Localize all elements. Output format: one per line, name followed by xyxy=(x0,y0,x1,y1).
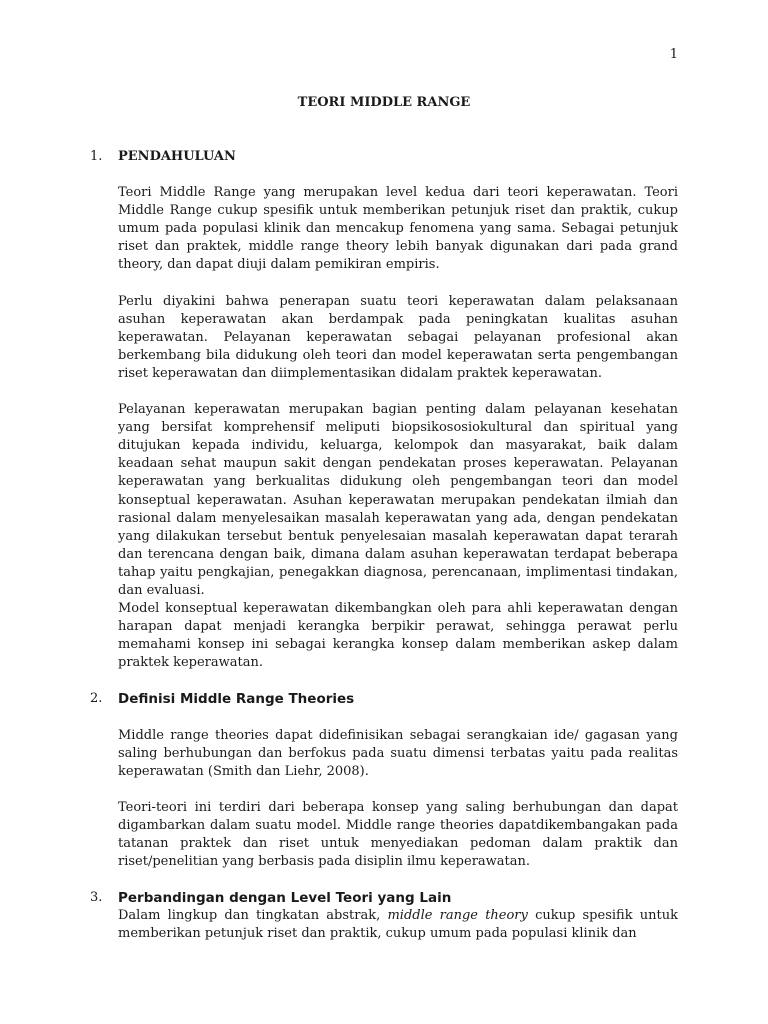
paragraph-1-1: Teori Middle Range yang merupakan level kedua dari teori keperawatan. Teori Middle Range cukup spesifik untuk memberikan petunjuk riset dan praktik, cukup umum pada populasi klinik dan mencakup fenomena yang sama. Sebagai petunjuk riset dan praktek, middle range theory lebih banyak digunakan dari pada grand theory, dan dapat diuji dalam pemikiran empiris. xyxy=(118,185,678,273)
section-title-3: Perbandingan dengan Level Teori yang Lain xyxy=(118,890,452,907)
paragraph-3-1-italic: middle range theory xyxy=(387,908,528,924)
section-title-1: PENDAHULUAN xyxy=(118,149,236,164)
paragraph-3-1-start: Dalam lingkup dan tingkatan abstrak, xyxy=(118,908,388,924)
section-heading-2 xyxy=(90,690,678,708)
section-heading-1 xyxy=(90,148,678,166)
paragraph-1-4: Model konseptual keperawatan dikembangkan oleh para ahli keperawatan dengan harapan dapat menjadi kerangka berpikir perawat, sehingga perawat perlu memahami konsep ini sebagai kerangka konsep dalam memberikan askep dalam praktek keperawatan. xyxy=(118,601,678,671)
page-number: 1 xyxy=(669,47,678,62)
document-title: TEORI MIDDLE RANGE xyxy=(297,95,471,110)
paragraph-1-2: Perlu diyakini bahwa penerapan suatu teori keperawatan dalam pelaksanaan asuhan keperawatan akan berdampak pada peningkatan kualitas asuhan keperawatan. Pelayanan keperawatan sebagai pelayanan profesional akan berkembang bila didukung oleh teori dan model keperawatan serta pengembangan riset keperawatan dan diimplementasikan didalam praktek keperawatan. xyxy=(118,293,678,381)
paragraph-2-1: Middle range theories dapat didefinisikan sebagai serangkaian ide/ gagasan yang saling berhubungan dan berfokus pada suatu dimensi terbatas yaitu pada realitas keperawatan (Smith dan Liehr, 2008). xyxy=(118,727,678,779)
paragraph-2-2: Teori-teori ini terdiri dari beberapa konsep yang saling berhubungan dan dapat digambarkan dalam suatu model. Middle range theories dapatdikembangakan pada tatanan praktek dan riset untuk menyediakan pedoman dalam praktik dan riset/penelitian yang berbasis pada disiplin ilmu keperawatan. xyxy=(118,799,678,870)
section-title-2: Definisi Middle Range Theories xyxy=(118,691,355,708)
section-number-3: 3. xyxy=(90,890,103,906)
section-number-2: 2. xyxy=(90,691,103,707)
section-heading-3 xyxy=(90,889,678,907)
section-number-1: 1. xyxy=(90,149,103,164)
paragraph-3-1-end: cukup spesifik untuk memberikan petunjuk riset dan praktik, cukup umum pada populasi klinik dan xyxy=(118,908,678,942)
paragraph-3-1 xyxy=(118,907,678,943)
document-body xyxy=(90,148,678,943)
paragraph-1-3: Pelayanan keperawatan merupakan bagian penting dalam pelayanan kesehatan yang bersifat komprehensif meliputi biopsikososiokultural dan spiritual yang ditujukan kepada individu, keluarga, kelompok dan masyarakat, baik dalam keadaan sehat maupun sakit dengan pendekatan proses keperawatan. Pelayanan keperawatan yang berkualitas didukung oleh pengembangan teori dan model konseptual keperawatan. Asuhan keperawatan merupakan pendekatan ilmiah dan rasional dalam menyelesaikan masalah keperawatan yang ada, dengan pendekatan yang dilakukan tersebut bentuk penyelesaian masalah keperawatan dapat terarah dan terencana dengan baik, dimana dalam asuhan keperawatan terdapat beberapa tahap yaitu pengkajian, penegakkan diagnosa, perencanaan, implimentasi tindakan, dan evaluasi. xyxy=(118,402,678,598)
